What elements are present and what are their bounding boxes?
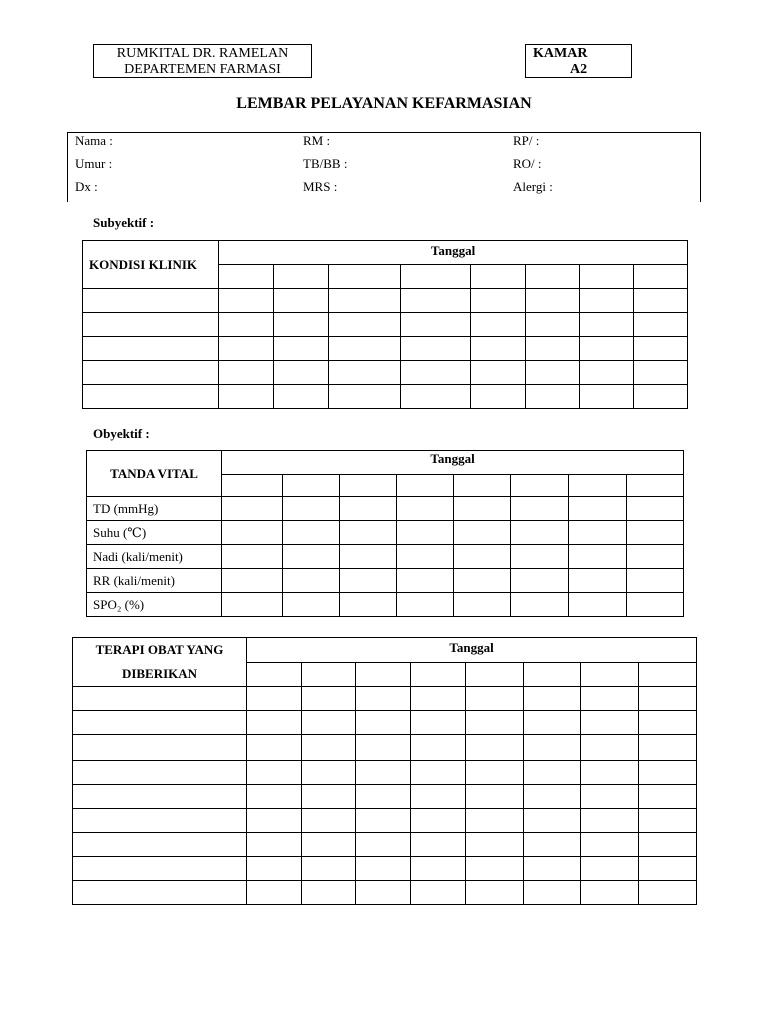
table-cell[interactable] xyxy=(471,385,526,409)
date-cell[interactable] xyxy=(471,265,526,289)
hospital-name-box xyxy=(93,44,312,78)
table-cell[interactable] xyxy=(526,337,580,361)
table-cell[interactable] xyxy=(524,735,581,761)
table-cell[interactable] xyxy=(356,809,411,833)
table-cell[interactable] xyxy=(401,361,471,385)
table-cell[interactable] xyxy=(302,857,356,881)
table-cell[interactable] xyxy=(356,735,411,761)
table-cell[interactable] xyxy=(73,711,247,735)
table-cell[interactable] xyxy=(356,761,411,785)
table-cell[interactable] xyxy=(411,881,466,905)
table-cell[interactable] xyxy=(302,881,356,905)
kondisi-klinik-header: KONDISI KLINIK xyxy=(83,241,219,289)
date-cell[interactable] xyxy=(401,265,471,289)
table-cell[interactable] xyxy=(511,497,569,521)
date-cell[interactable] xyxy=(581,663,639,687)
table-cell[interactable] xyxy=(581,735,639,761)
table-cell[interactable] xyxy=(329,337,401,361)
table-cell[interactable] xyxy=(274,361,329,385)
table-cell[interactable] xyxy=(411,857,466,881)
table-cell[interactable] xyxy=(411,809,466,833)
table-cell[interactable] xyxy=(627,497,684,521)
table-cell[interactable] xyxy=(247,761,302,785)
vital-label: Suhu (℃) xyxy=(87,521,222,545)
table-cell[interactable] xyxy=(471,289,526,313)
table-cell[interactable] xyxy=(526,361,580,385)
table-cell[interactable] xyxy=(466,735,524,761)
table-cell[interactable] xyxy=(356,687,411,711)
date-cell[interactable] xyxy=(627,475,684,497)
date-cell[interactable] xyxy=(340,475,397,497)
table-cell[interactable] xyxy=(219,337,274,361)
table-cell[interactable] xyxy=(73,881,247,905)
table-row xyxy=(83,385,688,409)
vital-label: RR (kali/menit) xyxy=(87,569,222,593)
table-cell[interactable] xyxy=(356,711,411,735)
date-cell[interactable] xyxy=(411,663,466,687)
table-cell[interactable] xyxy=(302,833,356,857)
table-cell[interactable] xyxy=(454,569,511,593)
table-cell[interactable] xyxy=(329,289,401,313)
table-cell[interactable] xyxy=(340,521,397,545)
table-cell[interactable] xyxy=(329,385,401,409)
table-cell[interactable] xyxy=(222,545,283,569)
table-cell[interactable] xyxy=(524,761,581,785)
field-mrs[interactable]: MRS : xyxy=(303,179,338,194)
date-cell[interactable] xyxy=(274,265,329,289)
table-cell[interactable] xyxy=(219,313,274,337)
vital-label: TD (mmHg) xyxy=(87,497,222,521)
table-row xyxy=(87,521,684,545)
table-cell[interactable] xyxy=(511,593,569,617)
table-cell[interactable] xyxy=(411,833,466,857)
table-cell[interactable] xyxy=(569,569,627,593)
date-cell[interactable] xyxy=(222,475,283,497)
tanda-vital-table xyxy=(86,450,684,617)
table-cell[interactable] xyxy=(302,711,356,735)
table-cell[interactable] xyxy=(524,881,581,905)
table-cell[interactable] xyxy=(356,785,411,809)
table-cell[interactable] xyxy=(634,361,688,385)
table-cell[interactable] xyxy=(524,833,581,857)
table-cell[interactable] xyxy=(639,881,697,905)
field-umur[interactable]: Umur : xyxy=(75,156,113,171)
table-cell[interactable] xyxy=(634,337,688,361)
table-cell[interactable] xyxy=(219,385,274,409)
table-cell[interactable] xyxy=(401,313,471,337)
table-cell[interactable] xyxy=(83,361,219,385)
table-cell[interactable] xyxy=(397,521,454,545)
table-cell[interactable] xyxy=(401,289,471,313)
vital-label: Nadi (kali/menit) xyxy=(87,545,222,569)
terapi-obat-table xyxy=(72,637,697,905)
hospital-line-2: DEPARTEMEN FARMASI xyxy=(124,62,281,77)
table-cell[interactable] xyxy=(83,337,219,361)
table-cell[interactable] xyxy=(639,711,697,735)
table-cell[interactable] xyxy=(302,761,356,785)
field-ro[interactable]: RO/ : xyxy=(513,156,542,171)
table-row xyxy=(73,809,697,833)
date-cell[interactable] xyxy=(526,265,580,289)
table-row xyxy=(83,289,688,313)
table-cell[interactable] xyxy=(83,385,219,409)
table-cell[interactable] xyxy=(581,857,639,881)
field-rp[interactable]: RP/ : xyxy=(513,133,540,148)
table-row xyxy=(87,593,684,617)
table-cell[interactable] xyxy=(569,521,627,545)
table-cell[interactable] xyxy=(471,361,526,385)
table-cell[interactable] xyxy=(511,521,569,545)
field-nama[interactable]: Nama : xyxy=(75,133,113,148)
table-cell[interactable] xyxy=(340,569,397,593)
vital-label: SPO₂ (%) xyxy=(87,593,222,617)
table-cell[interactable] xyxy=(73,857,247,881)
room-box xyxy=(525,44,632,78)
table-cell[interactable] xyxy=(466,711,524,735)
tanggal-header: Tanggal xyxy=(222,451,684,475)
table-cell[interactable] xyxy=(639,809,697,833)
table-cell[interactable] xyxy=(580,337,634,361)
table-cell[interactable] xyxy=(302,735,356,761)
table-cell[interactable] xyxy=(526,289,580,313)
table-cell[interactable] xyxy=(581,833,639,857)
table-cell[interactable] xyxy=(526,385,580,409)
table-cell[interactable] xyxy=(340,545,397,569)
table-cell[interactable] xyxy=(302,809,356,833)
table-cell[interactable] xyxy=(283,521,340,545)
table-cell[interactable] xyxy=(634,313,688,337)
date-cell[interactable] xyxy=(454,475,511,497)
table-cell[interactable] xyxy=(411,785,466,809)
page-title: LEMBAR PELAYANAN KEFARMASIAN xyxy=(236,95,532,112)
table-cell[interactable] xyxy=(627,569,684,593)
date-cell[interactable] xyxy=(283,475,340,497)
table-cell[interactable] xyxy=(83,313,219,337)
table-cell[interactable] xyxy=(283,497,340,521)
table-cell[interactable] xyxy=(466,833,524,857)
room-value: A2 xyxy=(570,62,588,77)
table-cell[interactable] xyxy=(356,881,411,905)
table-cell[interactable] xyxy=(411,735,466,761)
kondisi-klinik-table xyxy=(82,240,688,409)
date-cell[interactable] xyxy=(639,663,697,687)
table-row xyxy=(87,569,684,593)
table-cell[interactable] xyxy=(83,289,219,313)
table-cell[interactable] xyxy=(511,569,569,593)
table-cell[interactable] xyxy=(274,313,329,337)
table-cell[interactable] xyxy=(454,521,511,545)
table-cell[interactable] xyxy=(73,833,247,857)
tanda-vital-header: TANDA VITAL xyxy=(87,451,222,497)
table-cell[interactable] xyxy=(581,809,639,833)
table-cell[interactable] xyxy=(247,833,302,857)
table-row xyxy=(73,761,697,785)
table-cell[interactable] xyxy=(639,761,697,785)
table-cell[interactable] xyxy=(247,735,302,761)
table-cell[interactable] xyxy=(73,735,247,761)
date-cell[interactable] xyxy=(302,663,356,687)
tanggal-header: Tanggal xyxy=(247,638,697,663)
table-row xyxy=(87,545,684,569)
table-cell[interactable] xyxy=(511,545,569,569)
table-row xyxy=(87,497,684,521)
table-cell[interactable] xyxy=(580,361,634,385)
table-cell[interactable] xyxy=(639,857,697,881)
table-cell[interactable] xyxy=(569,545,627,569)
table-cell[interactable] xyxy=(340,593,397,617)
table-cell[interactable] xyxy=(639,735,697,761)
table-cell[interactable] xyxy=(219,289,274,313)
table-cell[interactable] xyxy=(411,711,466,735)
table-cell[interactable] xyxy=(222,593,283,617)
table-cell[interactable] xyxy=(580,313,634,337)
table-cell[interactable] xyxy=(397,593,454,617)
table-row xyxy=(73,711,697,735)
table-row xyxy=(73,687,697,711)
table-cell[interactable] xyxy=(247,687,302,711)
table-row xyxy=(73,857,697,881)
table-cell[interactable] xyxy=(411,761,466,785)
table-cell[interactable] xyxy=(634,385,688,409)
field-rm[interactable]: RM : xyxy=(303,133,331,148)
table-cell[interactable] xyxy=(581,711,639,735)
table-cell[interactable] xyxy=(466,687,524,711)
table-cell[interactable] xyxy=(247,785,302,809)
hospital-line-1: RUMKITAL DR. RAMELAN xyxy=(116,46,289,61)
table-cell[interactable] xyxy=(329,361,401,385)
table-cell[interactable] xyxy=(454,545,511,569)
date-cell[interactable] xyxy=(466,663,524,687)
table-cell[interactable] xyxy=(471,313,526,337)
table-cell[interactable] xyxy=(581,761,639,785)
table-cell[interactable] xyxy=(73,809,247,833)
room-label: KAMAR xyxy=(533,46,588,61)
patient-info-box xyxy=(67,132,701,202)
table-cell[interactable] xyxy=(274,337,329,361)
table-cell[interactable] xyxy=(274,385,329,409)
table-cell[interactable] xyxy=(274,289,329,313)
table-row xyxy=(73,785,697,809)
table-cell[interactable] xyxy=(247,711,302,735)
tanggal-header: Tanggal xyxy=(219,241,688,265)
table-cell[interactable] xyxy=(222,569,283,593)
table-cell[interactable] xyxy=(524,711,581,735)
date-cell[interactable] xyxy=(580,265,634,289)
table-row xyxy=(73,881,697,905)
table-cell[interactable] xyxy=(569,497,627,521)
table-cell[interactable] xyxy=(526,313,580,337)
table-cell[interactable] xyxy=(283,569,340,593)
table-row xyxy=(73,735,697,761)
terapi-obat-header: TERAPI OBAT YANG DIBERIKAN xyxy=(73,638,247,687)
table-cell[interactable] xyxy=(401,337,471,361)
table-row xyxy=(73,833,697,857)
table-cell[interactable] xyxy=(247,857,302,881)
table-cell[interactable] xyxy=(581,881,639,905)
table-cell[interactable] xyxy=(466,881,524,905)
table-cell[interactable] xyxy=(524,857,581,881)
date-cell[interactable] xyxy=(634,265,688,289)
table-cell[interactable] xyxy=(340,497,397,521)
table-cell[interactable] xyxy=(73,761,247,785)
table-cell[interactable] xyxy=(581,785,639,809)
obyektif-label: Obyektif : xyxy=(93,426,150,441)
table-cell[interactable] xyxy=(222,497,283,521)
table-row xyxy=(83,337,688,361)
table-cell[interactable] xyxy=(411,687,466,711)
table-cell[interactable] xyxy=(356,857,411,881)
table-cell[interactable] xyxy=(219,361,274,385)
table-cell[interactable] xyxy=(356,833,411,857)
table-cell[interactable] xyxy=(397,497,454,521)
field-tbbb[interactable]: TB/BB : xyxy=(303,156,348,171)
date-cell[interactable] xyxy=(247,663,302,687)
table-cell[interactable] xyxy=(454,593,511,617)
date-cell[interactable] xyxy=(569,475,627,497)
table-cell[interactable] xyxy=(397,569,454,593)
table-cell[interactable] xyxy=(302,687,356,711)
table-cell[interactable] xyxy=(397,545,454,569)
table-cell[interactable] xyxy=(471,337,526,361)
date-cell[interactable] xyxy=(397,475,454,497)
table-cell[interactable] xyxy=(569,593,627,617)
table-cell[interactable] xyxy=(283,593,340,617)
date-cell[interactable] xyxy=(511,475,569,497)
table-cell[interactable] xyxy=(283,545,340,569)
table-cell[interactable] xyxy=(466,761,524,785)
table-cell[interactable] xyxy=(627,521,684,545)
table-cell[interactable] xyxy=(524,687,581,711)
table-cell[interactable] xyxy=(222,521,283,545)
table-row xyxy=(83,313,688,337)
table-cell[interactable] xyxy=(247,881,302,905)
table-cell[interactable] xyxy=(247,809,302,833)
table-cell[interactable] xyxy=(466,809,524,833)
table-cell[interactable] xyxy=(524,785,581,809)
table-cell[interactable] xyxy=(580,385,634,409)
table-cell[interactable] xyxy=(73,687,247,711)
table-cell[interactable] xyxy=(329,313,401,337)
table-cell[interactable] xyxy=(524,809,581,833)
table-cell[interactable] xyxy=(627,593,684,617)
table-cell[interactable] xyxy=(454,497,511,521)
field-alergi[interactable]: Alergi : xyxy=(513,179,553,194)
table-cell[interactable] xyxy=(639,687,697,711)
date-cell[interactable] xyxy=(524,663,581,687)
table-row xyxy=(83,361,688,385)
date-cell[interactable] xyxy=(356,663,411,687)
table-cell[interactable] xyxy=(634,289,688,313)
field-dx[interactable]: Dx : xyxy=(75,179,98,194)
table-cell[interactable] xyxy=(627,545,684,569)
subyektif-label: Subyektif : xyxy=(93,215,155,230)
table-cell[interactable] xyxy=(639,833,697,857)
table-cell[interactable] xyxy=(73,785,247,809)
table-cell[interactable] xyxy=(639,785,697,809)
table-cell[interactable] xyxy=(466,785,524,809)
table-cell[interactable] xyxy=(581,687,639,711)
table-cell[interactable] xyxy=(466,857,524,881)
date-cell[interactable] xyxy=(329,265,401,289)
table-cell[interactable] xyxy=(302,785,356,809)
table-cell[interactable] xyxy=(401,385,471,409)
table-cell[interactable] xyxy=(580,289,634,313)
date-cell[interactable] xyxy=(219,265,274,289)
